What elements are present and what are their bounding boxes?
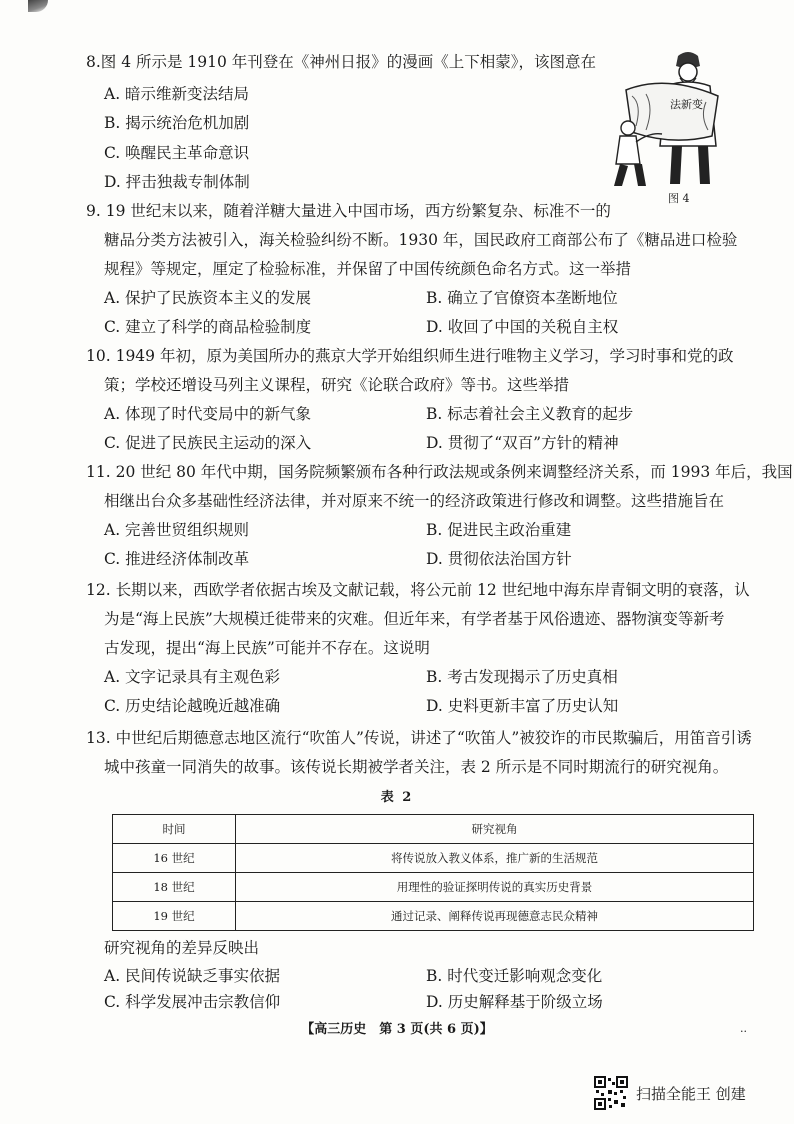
question-12-stem-line-2: 为是“海上民族”大规模迁徙带来的灾难。但近年来，有学者基于风俗遗迹、器物演变等新考 xyxy=(104,610,725,628)
question-9-stem-line-2: 糖品分类方法被引入，海关检验纠纷不断。1930 年，国民政府工商部公布了《糖品进口检验 xyxy=(104,231,738,249)
question-9-stem-line-1: 9. 19 世纪末以来，随着洋糖大量进入中国市场，西方纷繁复杂、标准不一的 xyxy=(86,202,611,220)
table-2 xyxy=(112,814,754,931)
question-9-stem-line-3: 规程》等规定，厘定了检验标准，并保留了中国传统颜色命名方式。这一举措 xyxy=(104,260,632,278)
question-10-stem-line-1: 10. 1949 年初，原为美国所办的燕京大学开始组织师生进行唯物主义学习，学习时事和党的政 xyxy=(86,347,734,365)
question-8-option-c: C. 唤醒民主革命意识 xyxy=(104,144,250,162)
question-11-option-d: D. 贯彻依法治国方针 xyxy=(426,550,572,568)
table-header-time: 时间 xyxy=(113,815,236,844)
table-cell-perspective: 通过记录、阐释传说再现德意志民众精神 xyxy=(236,902,754,931)
question-9-option-a: A. 保护了民族资本主义的发展 xyxy=(104,289,312,307)
figure-4-label: 图 4 xyxy=(668,192,690,205)
table-row xyxy=(113,844,754,873)
table-cell-time: 18 世纪 xyxy=(113,873,236,902)
question-10-option-b: B. 标志着社会主义教育的起步 xyxy=(426,405,634,423)
qr-code-icon xyxy=(594,1076,628,1110)
question-11-option-c: C. 推进经济体制改革 xyxy=(104,550,250,568)
cartoon-caption: 法新变 xyxy=(670,98,703,111)
question-13-option-c: C. 科学发展冲击宗教信仰 xyxy=(104,993,281,1011)
question-8-option-b: B. 揭示统治危机加剧 xyxy=(104,114,250,132)
question-8-option-d: D. 抨击独裁专制体制 xyxy=(104,173,250,191)
footer-dots: .. xyxy=(740,1022,747,1035)
question-10-stem-line-2: 策；学校还增设马列主义课程，研究《论联合政府》等书。这些举措 xyxy=(104,376,570,394)
scanner-app-label: 扫描全能王 创建 xyxy=(636,1084,746,1103)
table-cell-perspective: 将传说放入教义体系，推广新的生活规范 xyxy=(236,844,754,873)
cartoon-figure xyxy=(606,46,726,196)
table-cell-time: 16 世纪 xyxy=(113,844,236,873)
question-12-option-c: C. 历史结论越晚近越准确 xyxy=(104,697,281,715)
question-10-option-a: A. 体现了时代变局中的新气象 xyxy=(104,405,312,423)
table-row xyxy=(113,873,754,902)
question-13-stem-line-2: 城中孩童一同消失的故事。该传说长期被学者关注，表 2 所示是不同时期流行的研究视角。 xyxy=(104,758,729,776)
table-cell-perspective: 用理性的验证探明传说的真实历史背景 xyxy=(236,873,754,902)
table-2-title: 表 2 xyxy=(380,790,414,805)
table-cell-time: 19 世纪 xyxy=(113,902,236,931)
table-header-row xyxy=(113,815,754,844)
question-8-option-a: A. 暗示维新变法结局 xyxy=(104,85,250,103)
question-9-option-b: B. 确立了官僚资本垄断地位 xyxy=(426,289,618,307)
question-12-stem-line-3: 古发现，提出“海上民族”可能并不存在。这说明 xyxy=(104,639,430,657)
question-11-option-a: A. 完善世贸组织规则 xyxy=(104,521,250,539)
question-12-option-b: B. 考古发现揭示了历史真相 xyxy=(426,668,618,686)
table-header-perspective: 研究视角 xyxy=(236,815,754,844)
question-10-option-d: D. 贯彻了“双百”方针的精神 xyxy=(426,434,619,452)
question-11-stem-line-2: 相继出台众多基础性经济法律，并对原来不统一的经济政策进行修改和调整。这些措施旨在 xyxy=(104,492,725,510)
table-row xyxy=(113,902,754,931)
question-11-option-b: B. 促进民主政治重建 xyxy=(426,521,572,539)
question-12-stem-line-1: 12. 长期以来，西欧学者依据古埃及文献记载，将公元前 12 世纪地中海东岸青铜文明的衰落，认 xyxy=(86,581,750,599)
page-footer: 【高三历史 第 3 页(共 6 页)】 xyxy=(301,1022,493,1037)
question-8-stem: 8.图 4 所示是 1910 年刊登在《神州日报》的漫画《上下相蒙》，该图意在 xyxy=(86,53,597,71)
question-13-prompt: 研究视角的差异反映出 xyxy=(104,939,260,957)
question-13-option-a: A. 民间传说缺乏事实依据 xyxy=(104,967,281,985)
question-12-option-a: A. 文字记录具有主观色彩 xyxy=(104,668,281,686)
question-10-option-c: C. 促进了民族民主运动的深入 xyxy=(104,434,312,452)
question-9-option-d: D. 收回了中国的关税自主权 xyxy=(426,318,619,336)
question-13-stem-line-1: 13. 中世纪后期德意志地区流行“吹笛人”传说，讲述了“吹笛人”被狡诈的市民欺骗后，用笛音引诱 xyxy=(86,729,752,747)
question-13-option-d: D. 历史解释基于阶级立场 xyxy=(426,993,603,1011)
question-9-option-c: C. 建立了科学的商品检验制度 xyxy=(104,318,312,336)
question-13-option-b: B. 时代变迁影响观念变化 xyxy=(426,967,603,985)
scanner-watermark xyxy=(594,1076,746,1110)
scan-corner-mark xyxy=(28,0,48,12)
question-11-stem-line-1: 11. 20 世纪 80 年代中期，国务院频繁颁布各种行政法规或条例来调整经济关系，而 1993 年后，我国 xyxy=(86,463,793,481)
question-12-option-d: D. 史料更新丰富了历史认知 xyxy=(426,697,619,715)
